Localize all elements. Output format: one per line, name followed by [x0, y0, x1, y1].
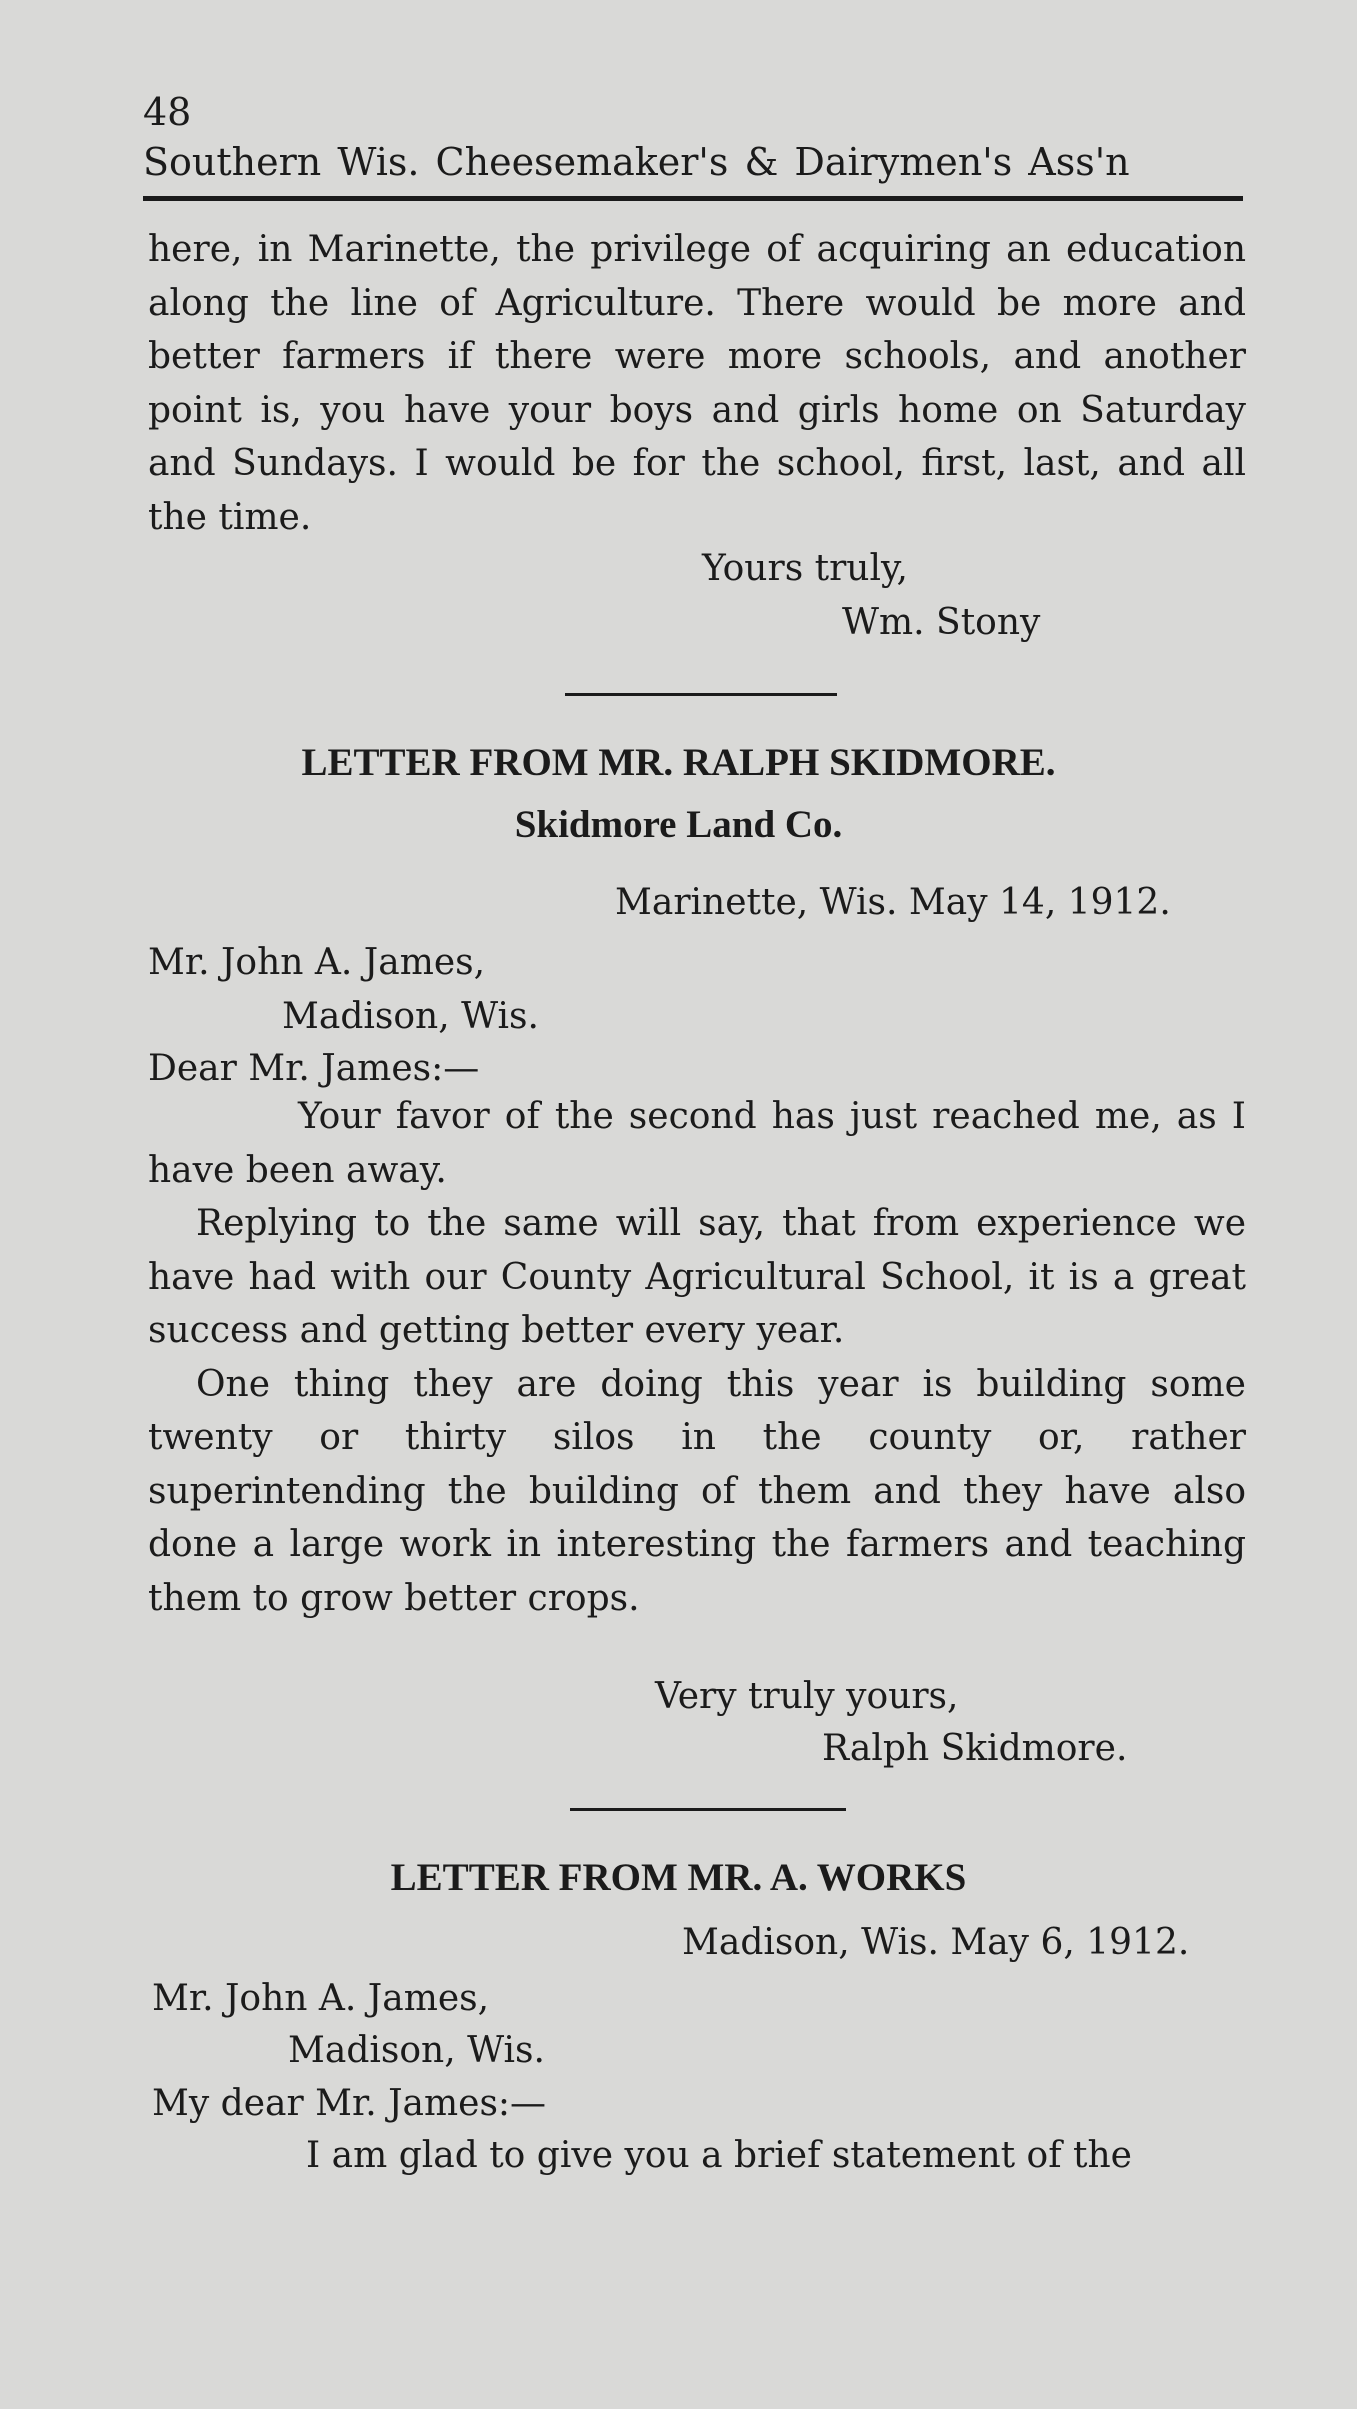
letter-3-recipient-city: Madison, Wis. [288, 2030, 545, 2071]
letter-1-body [148, 223, 1246, 544]
header-rule [143, 196, 1243, 201]
letter-2-heading: LETTER FROM MR. RALPH SKIDMORE. [301, 741, 1056, 784]
letter-1-signature: Wm. Stony [842, 602, 1041, 643]
page-number: 48 [143, 90, 192, 134]
letter-2-salutation: Dear Mr. James:— [148, 1048, 480, 1089]
letter-2-paragraph: One thing they are doing this year is building some twenty or thirty silos in the county or, rather superintending the building of them and they have also done a large work in interesting the farmers and teaching them to grow better crops. [148, 1363, 1246, 1619]
running-head: Southern Wis. Cheesemaker's & Dairymen's Ass'n [143, 140, 1130, 184]
letter-2-recipient-name: Mr. John A. James, [148, 942, 486, 983]
letter-2-subheading: Skidmore Land Co. [514, 803, 843, 846]
letter-3-heading: LETTER FROM MR. A. WORKS [390, 1856, 967, 1899]
letter-3-recipient-name: Mr. John A. James, [152, 1978, 490, 2019]
letter-3-salutation: My dear Mr. James:— [152, 2083, 547, 2124]
letter-2-signature: Ralph Skidmore. [822, 1728, 1128, 1769]
letter-2-body [148, 1090, 1246, 1625]
letter-1-closing: Yours truly, [702, 548, 908, 589]
section-divider [570, 1808, 846, 1811]
letter-3-paragraph: I am glad to give you a brief statement of the [306, 2135, 1132, 2176]
letter-2-dateline: Marinette, Wis. May 14, 1912. [615, 882, 1171, 923]
letter-1-paragraph: here, in Marinette, the privilege of acquiring an education along the line of Agriculture. There would be more and better farmers if there were more schools, and another point is, you have your boys and girls home on Saturday and Sundays. I would be for the school, first, last, and all the time. [148, 229, 1246, 538]
letter-2-paragraph: Your favor of the second has just reached me, as I have been away. [148, 1096, 1246, 1191]
letter-2-paragraph: Replying to the same will say, that from experience we have had with our County Agricultural School, it is a great success and getting better every year. [148, 1203, 1246, 1351]
letter-2-closing: Very truly yours, [655, 1676, 959, 1717]
letter-3-dateline: Madison, Wis. May 6, 1912. [682, 1922, 1190, 1963]
letter-2-recipient-city: Madison, Wis. [282, 996, 539, 1037]
section-divider [565, 693, 837, 696]
